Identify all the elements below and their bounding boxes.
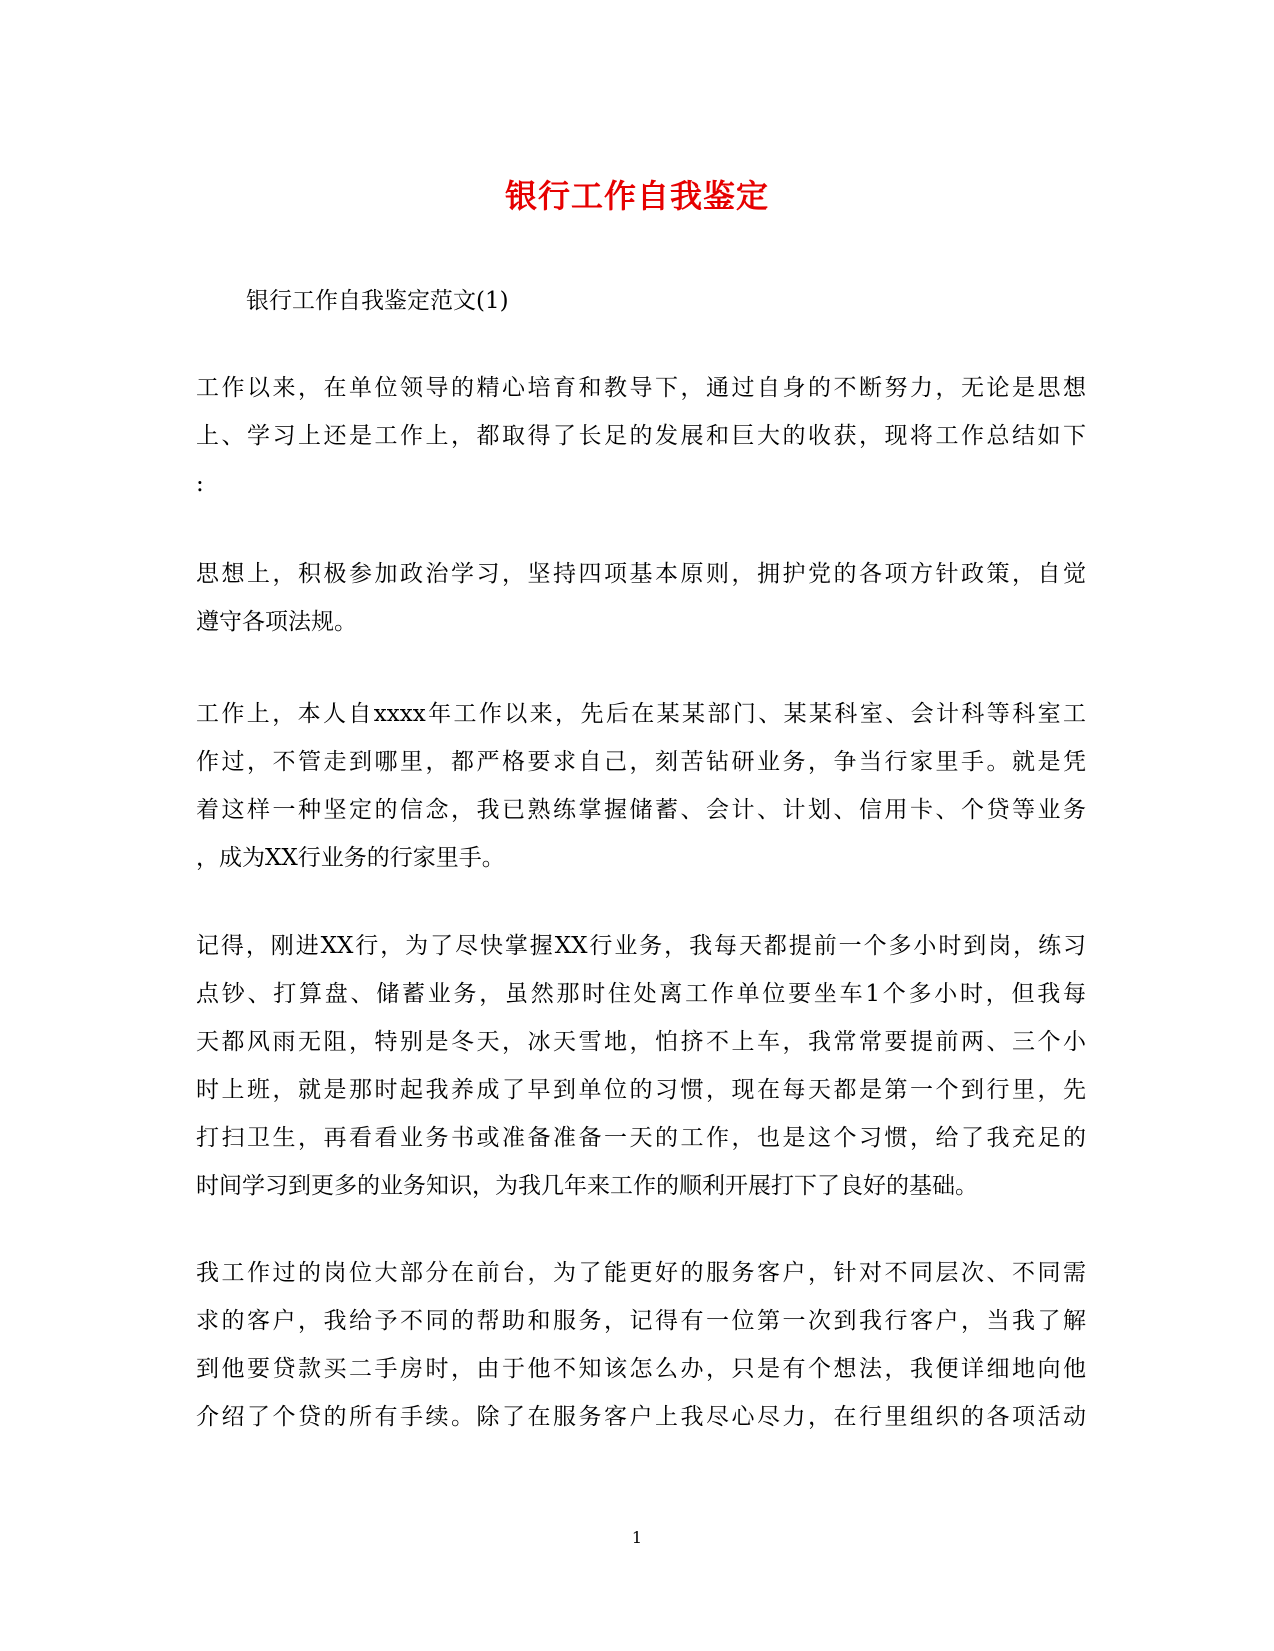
paragraph-line: ，成为XX行业务的行家里手。 <box>196 845 505 871</box>
document-subtitle: 银行工作自我鉴定范文(1) <box>246 288 509 314</box>
paragraph-line: 求的客户，我给予不同的帮助和服务，记得有一位第一次到我行客户，当我了解 <box>196 1308 1086 1334</box>
paragraph-4 <box>196 922 1086 1210</box>
paragraph-2 <box>196 550 1086 646</box>
paragraph-line: 时上班，就是那时起我养成了早到单位的习惯，现在每天都是第一个到行里，先 <box>196 1077 1086 1103</box>
paragraph-line: 打扫卫生，再看看业务书或准备准备一天的工作，也是这个习惯，给了我充足的 <box>196 1125 1086 1151</box>
paragraph-5 <box>196 1249 1086 1441</box>
paragraph-line: 记得，刚进XX行，为了尽快掌握XX行业务，我每天都提前一个多小时到岗，练习 <box>196 933 1086 959</box>
paragraph-line: 工作上，本人自xxxx年工作以来，先后在某某部门、某某科室、会计科等科室工 <box>196 701 1086 727</box>
paragraph-line: 时间学习到更多的业务知识，为我几年来工作的顺利开展打下了良好的基础。 <box>196 1173 978 1199</box>
paragraph-3 <box>196 690 1086 882</box>
paragraph-1 <box>196 364 1086 508</box>
page-number: 1 <box>631 1528 643 1547</box>
paragraph-line: 作过，不管走到哪里，都严格要求自己，刻苦钻研业务，争当行家里手。就是凭 <box>196 749 1086 775</box>
paragraph-line: 到他要贷款买二手房时，由于他不知该怎么办，只是有个想法，我便详细地向他 <box>196 1356 1086 1382</box>
paragraph-line: 点钞、打算盘、储蓄业务，虽然那时住处离工作单位要坐车1个多小时，但我每 <box>196 981 1086 1007</box>
document-title: 银行工作自我鉴定 <box>504 177 769 215</box>
paragraph-line: 上、学习上还是工作上，都取得了长足的发展和巨大的收获，现将工作总结如下 <box>196 423 1086 449</box>
paragraph-line: 思想上，积极参加政治学习，坚持四项基本原则，拥护党的各项方针政策，自觉 <box>196 561 1086 587</box>
paragraph-line: 介绍了个贷的所有手续。除了在服务客户上我尽心尽力，在行里组织的各项活动 <box>196 1404 1086 1430</box>
paragraph-line: 工作以来，在单位领导的精心培育和教导下，通过自身的不断努力，无论是思想 <box>196 375 1086 401</box>
paragraph-line: 我工作过的岗位大部分在前台，为了能更好的服务客户，针对不同层次、不同需 <box>196 1260 1086 1286</box>
paragraph-line: : <box>196 471 204 497</box>
paragraph-line: 着这样一种坚定的信念，我已熟练掌握储蓄、会计、计划、信用卡、个贷等业务 <box>196 797 1086 823</box>
paragraph-line: 遵守各项法规。 <box>196 609 357 635</box>
paragraph-line: 天都风雨无阻，特别是冬天，冰天雪地，怕挤不上车，我常常要提前两、三个小 <box>196 1029 1086 1055</box>
